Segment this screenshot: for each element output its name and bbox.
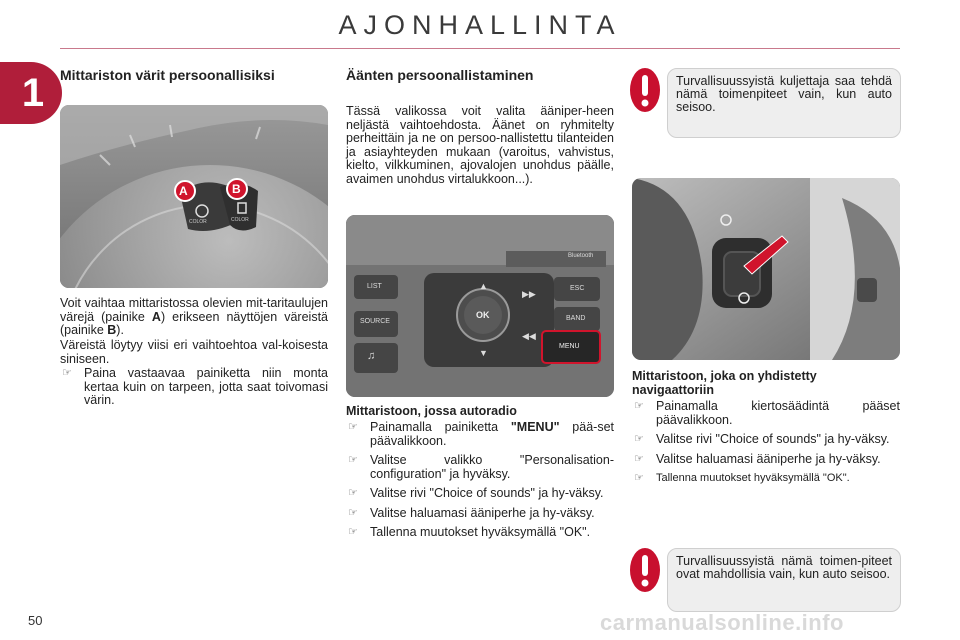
chapter-tab: 1 <box>0 62 62 124</box>
page-title: AJONHALLINTA <box>338 10 622 40</box>
instrument-panel-photo <box>60 105 328 288</box>
finger-pointer-icon: ☞ <box>348 487 358 499</box>
rewind-icon: ◀◀ <box>522 331 536 341</box>
list-item: ☞ Tallenna muutokset hyväksymällä "OK". <box>348 525 591 539</box>
safety-note-2 <box>667 548 901 612</box>
arrow-up-icon: ▲ <box>479 281 488 291</box>
list-item: ☞ Painamalla kiertosäädintä pääset päävalikkoon. <box>634 399 900 427</box>
steering-wheel-photo <box>632 178 900 360</box>
radio-panel-illustration <box>346 215 614 397</box>
finger-pointer-icon: ☞ <box>634 400 644 412</box>
finger-pointer-icon: ☞ <box>348 421 358 433</box>
navigation-bullets <box>632 400 900 492</box>
safety-note-2-text: Turvallisuussyistä nämä toimen-piteet ovat mahdollisia vain, kun auto seisoo. <box>676 554 892 581</box>
list-item: ☞ Valitse haluamasi ääniperhe ja hy-väksy. <box>348 505 595 520</box>
safety-note-1-text: Turvallisuussyistä kuljettaja saa tehdä nämä toimenpiteet vain, kun auto seisoo. <box>676 74 892 114</box>
finger-pointer-icon: ☞ <box>62 367 72 379</box>
music-note-icon: ♫ <box>367 350 376 362</box>
page-number: 50 <box>28 613 43 628</box>
colors-paragraph-2: Väreistä löytyy viisi eri vaihtoehtoa val-koisesta siniseen. <box>60 338 328 366</box>
finger-pointer-icon: ☞ <box>634 433 644 445</box>
radio-label-menu: MENU <box>559 343 580 350</box>
list-item: ☞ Painamalla painiketta "MENU" pää-set päävalikkoon. <box>348 420 614 448</box>
finger-pointer-icon: ☞ <box>348 506 358 519</box>
radio-label-band: BAND <box>566 315 586 322</box>
list-item: ☞ Valitse haluamasi ääniperhe ja hy-väksy. <box>634 451 881 466</box>
radio-label-esc: ESC <box>570 285 585 292</box>
section-heading-colors: Mittariston värit persoonallisiksi <box>60 67 275 83</box>
autoradio-bullets <box>346 421 614 546</box>
list-item: ☞ Tallenna muutokset hyväksymällä "OK". <box>634 472 850 484</box>
list-item: ☞ Paina vastaavaa painiketta niin monta kertaa kuin on tarpeen, jotta saat toivomasi värin. <box>62 366 328 407</box>
safety-note-1 <box>667 68 901 138</box>
photo-label-a: A <box>179 184 188 198</box>
watermark: carmanualsonline.info <box>600 610 844 635</box>
warning-icon <box>630 68 660 117</box>
sounds-intro: Tässä valikossa voit valita ääniper-heen neljästä vaihtoehdosta. Äänet on ryhmitelty perheittäin ja ne on persoo-nallistettu tilanteiden ja asiayhteyden mukaan (varoitus, vahvistus, kielto, vilkkuminen, ajovalojen unohdus päälle, avaimen unohdus virtalukkoon...). <box>346 104 614 186</box>
instrument-panel-illustration <box>60 105 328 288</box>
list-item: ☞ Valitse rivi "Choice of sounds" ja hy-väksy. <box>348 486 604 500</box>
title-divider <box>60 48 900 49</box>
photo-label-b: B <box>232 182 241 196</box>
photo-label-color-a: COLOR <box>189 219 207 225</box>
subheading-navigation: Mittaristoon, joka on yhdistetty navigaattoriin <box>632 369 817 397</box>
photo-label-color-b: COLOR <box>231 217 249 223</box>
colors-paragraph-1: Voit vaihtaa mittaristossa olevien mit-taritaulujen värejä (painike A) erikseen näyttöjen väreistä (painike B). <box>60 296 328 337</box>
steering-wheel-illustration <box>632 178 900 360</box>
fast-forward-icon: ▶▶ <box>522 289 536 299</box>
radio-label-bluetooth: Bluetooth <box>568 253 594 259</box>
subheading-autoradio: Mittaristoon, jossa autoradio <box>346 404 517 418</box>
radio-panel-photo <box>346 215 614 397</box>
list-item: ☞ Valitse rivi "Choice of sounds" ja hy-väksy. <box>634 432 890 446</box>
arrow-down-icon: ▼ <box>479 348 488 358</box>
finger-pointer-icon: ☞ <box>348 526 358 538</box>
finger-pointer-icon: ☞ <box>634 472 644 484</box>
finger-pointer-icon: ☞ <box>348 454 358 466</box>
colors-bullets <box>60 367 328 414</box>
radio-label-source: SOURCE <box>360 318 390 325</box>
list-item: ☞ Valitse valikko "Personalisation-configuration" ja hyväksy. <box>348 453 614 481</box>
section-heading-sounds: Äänten persoonallistaminen <box>346 67 534 83</box>
radio-label-ok: OK <box>476 310 490 320</box>
warning-icon <box>630 548 660 597</box>
radio-label-list: LIST <box>367 283 382 290</box>
finger-pointer-icon: ☞ <box>634 452 644 465</box>
